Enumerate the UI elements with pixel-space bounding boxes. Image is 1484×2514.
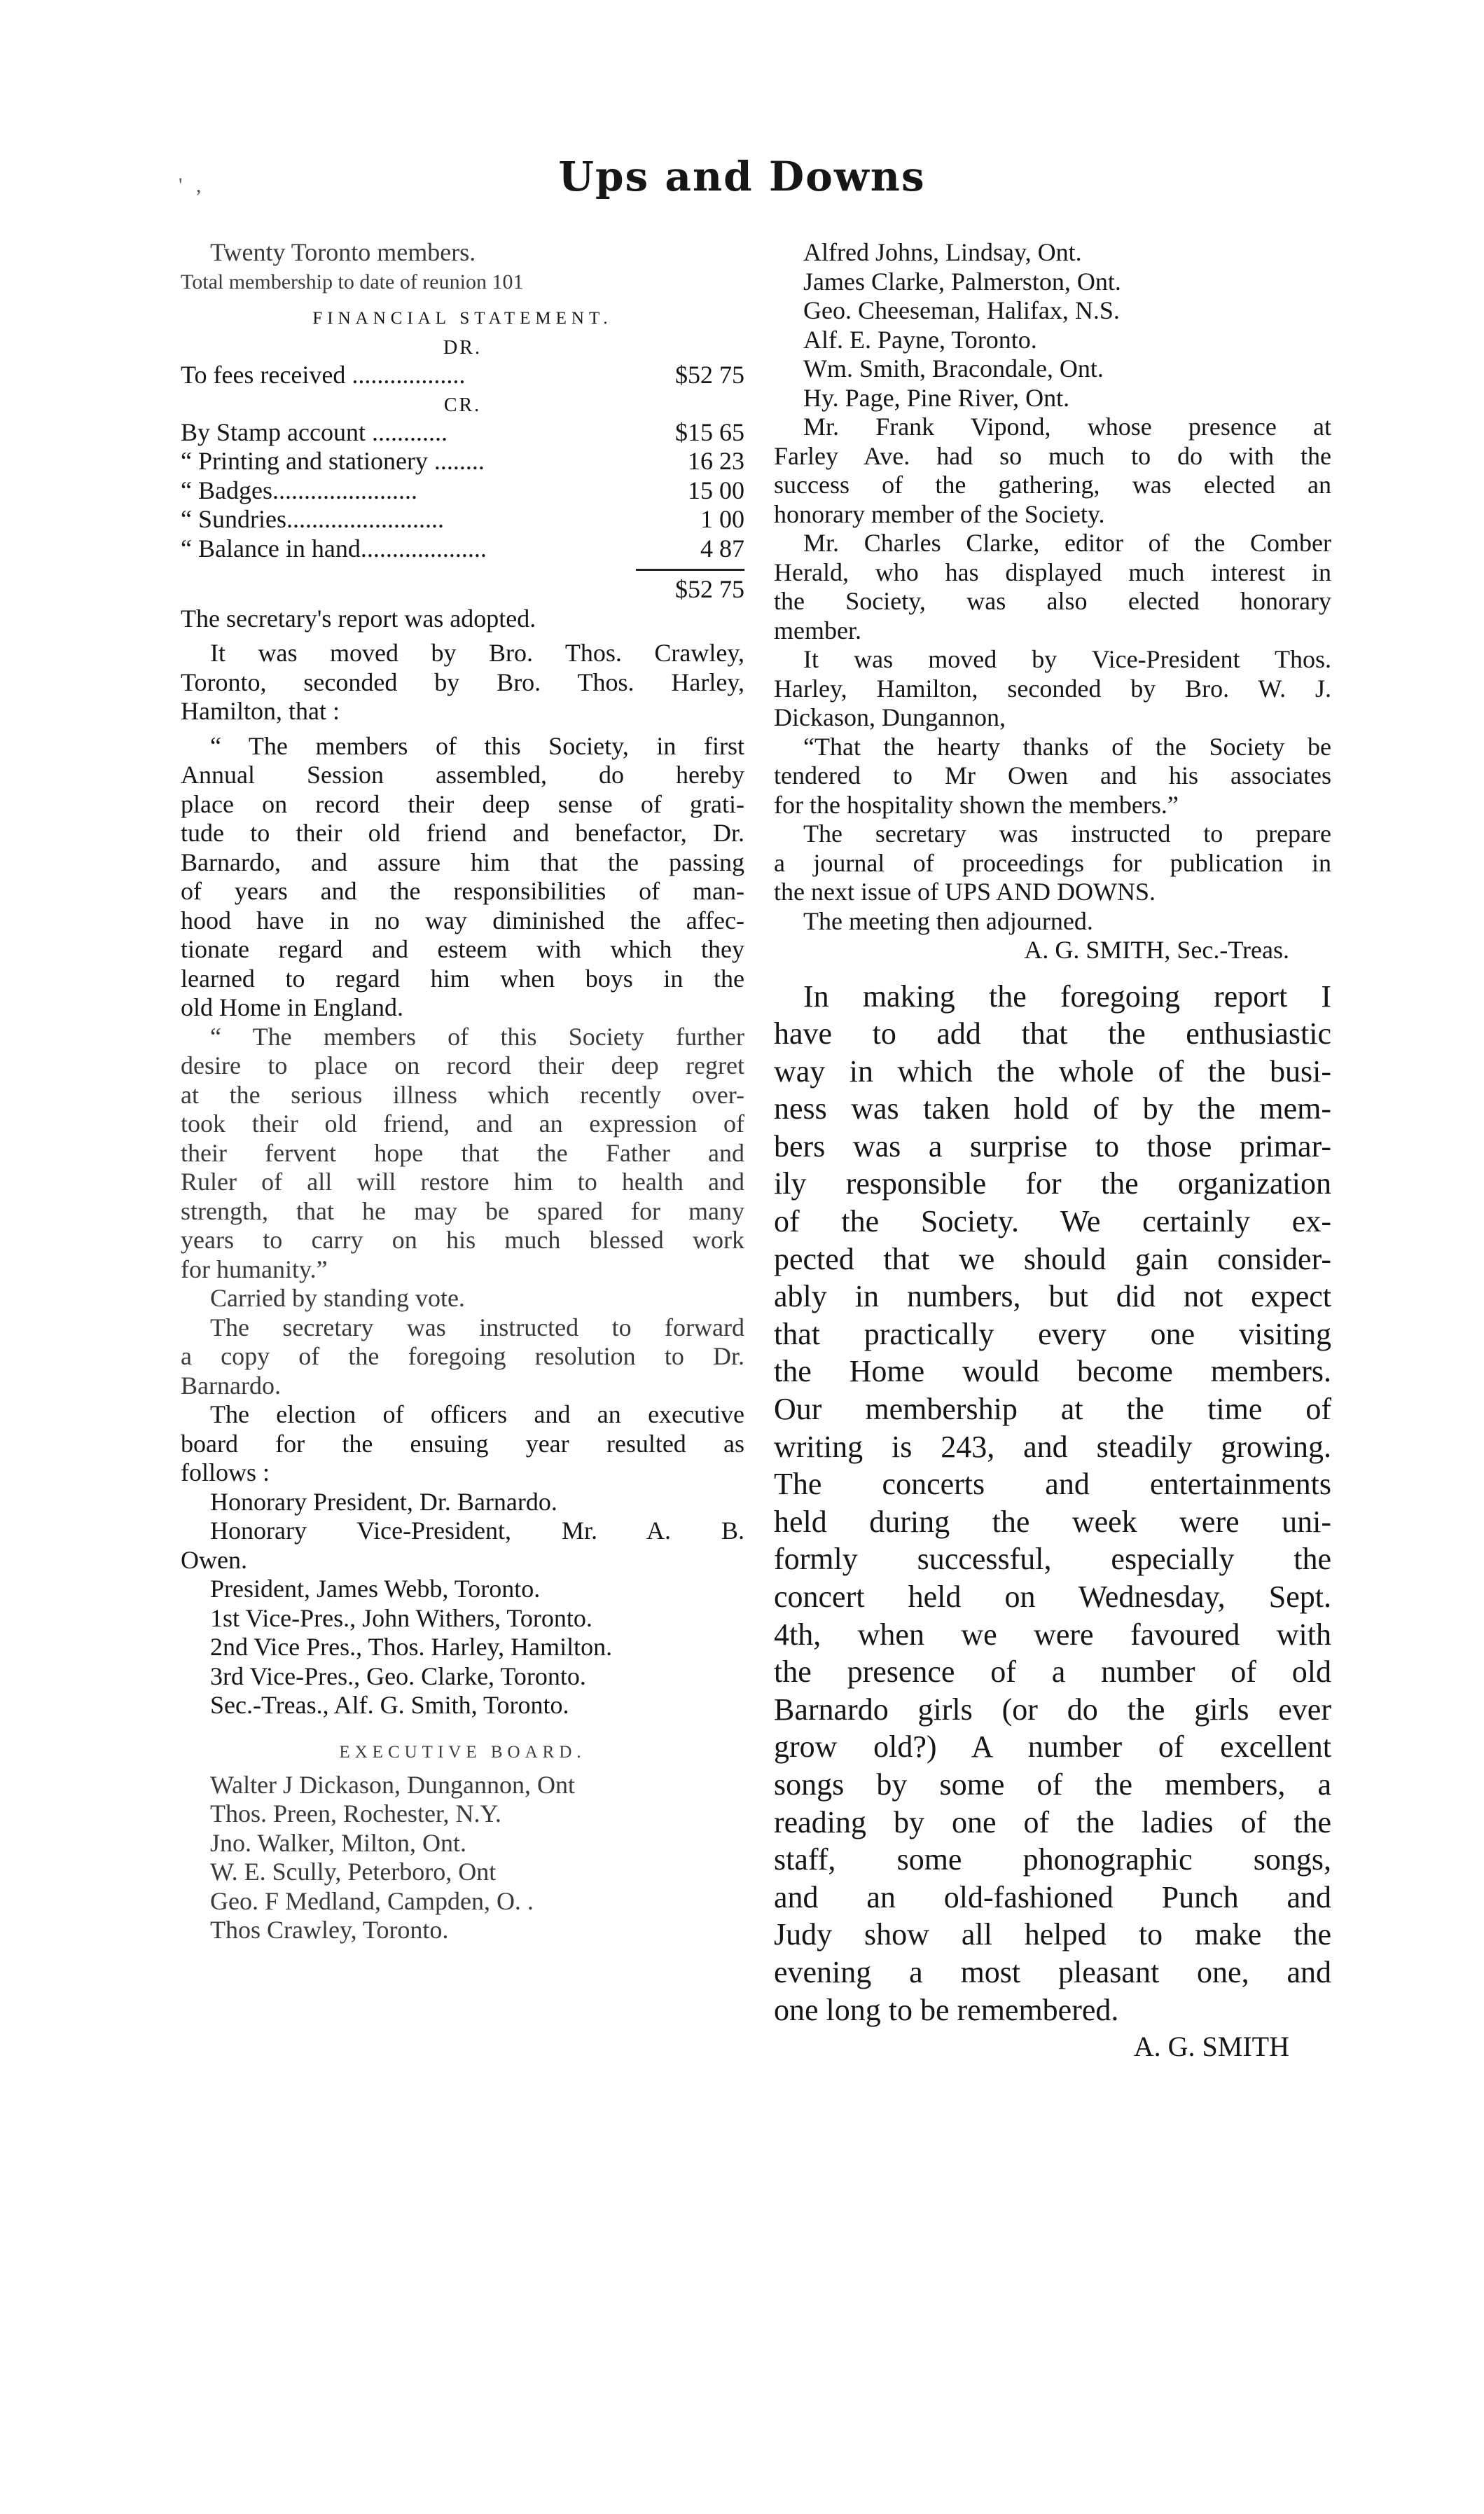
right-column — [774, 238, 1331, 2065]
financial-heading: FINANCIAL STATEMENT. — [312, 309, 613, 328]
vipond-paragraph: Mr. Frank Vipond, whose presence at Farley Ave. had so much to do with the success of the gathering, was elected an honorary member of the Society. — [774, 413, 1331, 528]
dr-row-label: To fees received .................. — [181, 361, 466, 389]
member-item: Alf. E. Payne, Toronto. — [803, 325, 1037, 354]
cr-row-label: “ Badges....................... — [181, 476, 417, 504]
board-heading: EXECUTIVE BOARD. — [339, 1742, 586, 1762]
dr-row — [181, 361, 744, 390]
dr-label: DR. — [443, 337, 482, 359]
board-item: Thos. Preen, Rochester, N.Y. — [210, 1800, 501, 1828]
officer-item: Owen. — [181, 1545, 247, 1574]
officer-item: Sec.-Treas., Alf. G. Smith, Toronto. — [210, 1691, 569, 1719]
header-mark: ' , — [179, 174, 206, 197]
cr-label: CR. — [443, 394, 482, 416]
cr-row-label: “ Balance in hand.................... — [181, 534, 487, 562]
cr-row — [181, 476, 744, 506]
total-row — [181, 575, 744, 605]
cr-row — [181, 447, 744, 476]
resolution-2: “ The members of this Society further desire to place on record their deep regret at the serious illness which recently over- took their old friend, and an expression of their fervent hope that the Father and Ruler of all will restore him to health and strength, that he may be spared for many years to carry on his much blessed work for humanity.” — [181, 1022, 744, 1283]
moved-paragraph: It was moved by Bro. Thos. Crawley, Toronto, seconded by Bro. Thos. Harley, Hamilton, that : — [181, 639, 744, 725]
clarke-paragraph: Mr. Charles Clarke, editor of the Comber Herald, who has displayed much interest in the Society, was also elected honorary member. — [774, 529, 1331, 644]
officer-item: 1st Vice-Pres., John Withers, Toronto. — [210, 1603, 592, 1632]
cr-row — [181, 534, 744, 564]
carried-line: Carried by standing vote. — [210, 1284, 465, 1312]
cr-row-amount: 15 00 — [688, 476, 744, 504]
adjourned-line: The meeting then adjourned. — [803, 906, 1093, 935]
cr-row — [181, 505, 744, 534]
journal-paragraph: The secretary was instructed to prepare a journal of proceedings for publication in the next issue of UPS AND DOWNS. — [774, 820, 1331, 906]
thanks-paragraph: “That the hearty thanks of the Society be tendered to Mr Owen and his associates for the hospitality shown the members.” — [774, 732, 1331, 819]
total-amount: $52 75 — [675, 575, 744, 603]
instructed-paragraph: The secretary was instructed to forward a copy of the foregoing resolution to Dr. Barnardo. — [181, 1313, 744, 1400]
board-item: Jno. Walker, Milton, Ont. — [210, 1828, 466, 1857]
report-paragraph: In making the foregoing report I have to add that the enthusiastic way in which the whole of the busi- ness was taken hold of by the mem- bers was a surprise to those primar- ily responsible for the organization of the Society. We certainly ex- pected that we should gain consider- ably in numbers, but did not expect that practically every one visiting the Home would become members. Our membership at the time of writing is 243, and steadily growing. The concerts and entertainments held during the week were uni- formly successful, especially the concert held on Wednesday, Sept. 4th, when we were favoured with the presence of a number of old Barnardo girls (or do the girls ever grow old?) A number of excellent songs by some of the members, a reading by one of the ladies of the staff, some phonographic songs, and an old-fashioned Punch and Judy show all helped to make the evening a most pleasant one, and one long to be remembered. — [774, 979, 1331, 2027]
signature-secretary: A. G. SMITH, Sec.-Treas. — [1024, 936, 1289, 964]
officer-item: Honorary President, Dr. Barnardo. — [210, 1487, 557, 1516]
member-item: James Clarke, Palmerston, Ont. — [803, 267, 1121, 296]
board-item: Geo. F Medland, Campden, O. . — [210, 1886, 534, 1915]
left-column — [181, 238, 744, 1945]
cr-row-amount: 16 23 — [688, 447, 744, 475]
resolution-1: “ The members of this Society, in first Annual Session assembled, do hereby place on record their deep sense of grati- tude to their old friend and benefactor, Dr. Barnardo, and assure him that the passing of years and the responsibilities of man- hood have in no way diminished the affec- tionate regard and esteem with which they learned to regard him when boys in the old Home in England. — [181, 731, 744, 1021]
cr-row-amount: $15 65 — [675, 417, 744, 446]
page-title: Ups and Downs — [558, 153, 926, 200]
cr-row-label: “ Printing and stationery ........ — [181, 447, 485, 475]
cr-row-label: By Stamp account ............ — [181, 417, 448, 446]
officer-item: Honorary Vice-President, Mr. A. B. — [210, 1517, 744, 1545]
members-list — [774, 238, 1331, 413]
member-item: Hy. Page, Pine River, Ont. — [803, 383, 1070, 412]
intro-line: Total membership to date of reunion 101 — [181, 270, 524, 293]
officer-item: 2nd Vice Pres., Thos. Harley, Hamilton. — [210, 1633, 613, 1661]
signature-smith: A. G. SMITH — [1133, 2031, 1289, 2063]
total-rule — [636, 569, 744, 571]
officer-item: President, James Webb, Toronto. — [210, 1575, 541, 1603]
board-item: Thos Crawley, Toronto. — [210, 1916, 449, 1944]
member-item: Alfred Johns, Lindsay, Ont. — [803, 238, 1082, 266]
cr-row — [181, 418, 744, 448]
member-item: Geo. Cheeseman, Halifax, N.S. — [803, 296, 1120, 324]
dr-row-amount: $52 75 — [675, 361, 744, 389]
cr-row-amount: 1 00 — [700, 505, 744, 533]
moved2-paragraph: It was moved by Vice-President Thos. Harley, Hamilton, seconded by Bro. W. J. Dickason, Dungannon, — [774, 645, 1331, 731]
adopted-line: The secretary's report was adopted. — [181, 604, 536, 633]
cr-rows — [181, 418, 744, 564]
officer-item: 3rd Vice-Pres., Geo. Clarke, Toronto. — [210, 1662, 586, 1690]
member-item: Wm. Smith, Bracondale, Ont. — [803, 354, 1104, 382]
board-item: Walter J Dickason, Dungannon, Ont — [210, 1770, 575, 1799]
cr-row-amount: 4 87 — [700, 534, 744, 562]
intro-line: Twenty Toronto members. — [210, 238, 476, 266]
board-item: W. E. Scully, Peterboro, Ont — [210, 1858, 497, 1886]
board-list — [181, 1771, 744, 1945]
election-paragraph: The election of officers and an executive board for the ensuing year resulted as follows : — [181, 1400, 744, 1486]
officers-list — [181, 1488, 744, 1720]
cr-row-label: “ Sundries......................... — [181, 505, 444, 533]
